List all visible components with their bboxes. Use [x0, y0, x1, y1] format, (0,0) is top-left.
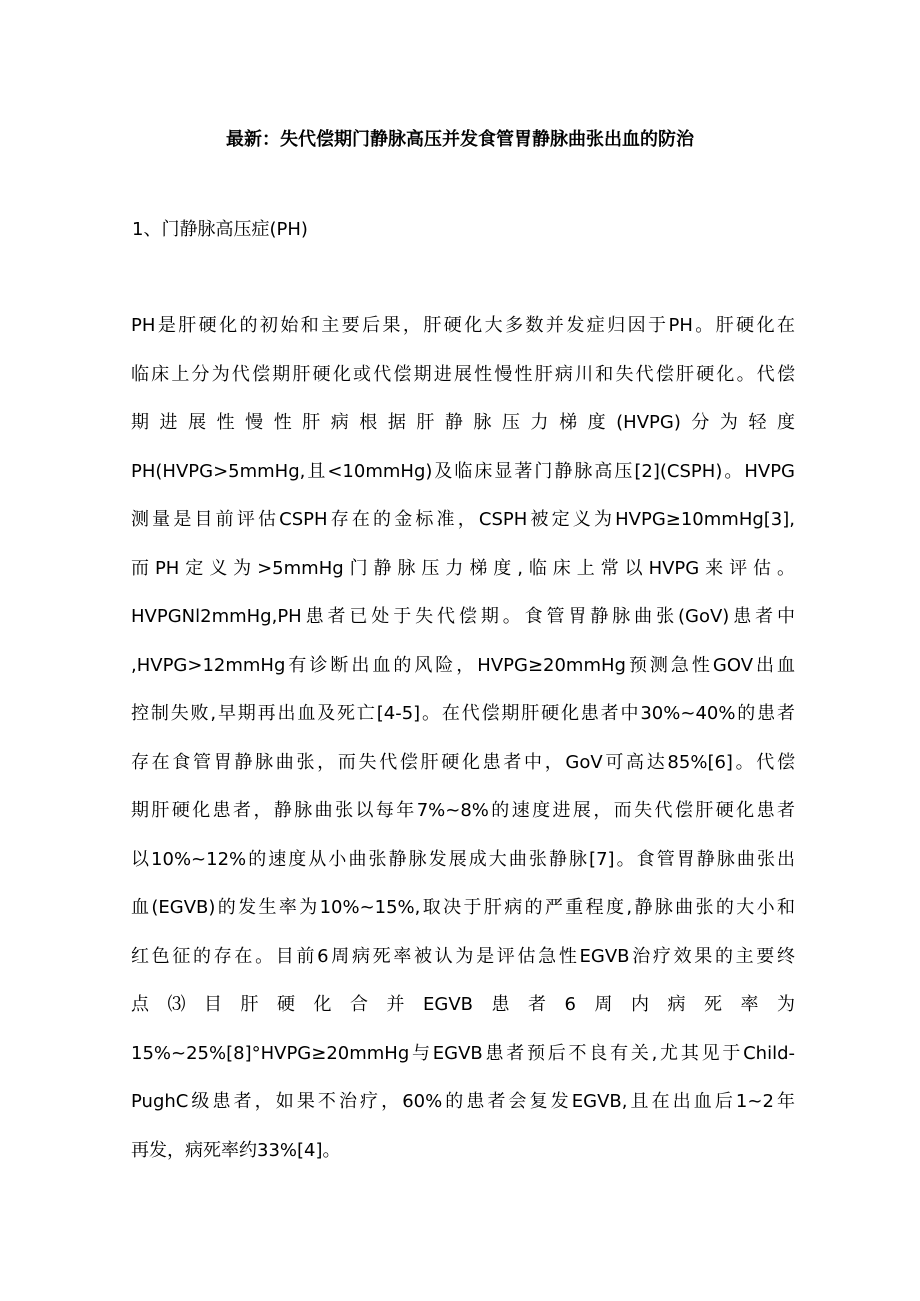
paragraph-line: 存在食管胃静脉曲张，而失代偿肝硬化患者中，GoV可高达85%[6]。代偿 — [131, 751, 795, 773]
paragraph-line: PH(HVPG>5mmHg,且<10mmHg)及临床显著门静脉高压[2](CSPH)。HVPG — [131, 460, 795, 482]
paragraph-line: 控制失败,早期再出血及死亡[4-5]。在代偿期肝硬化患者中30%~40%的患者 — [131, 703, 795, 724]
paragraph-line: 15%~25%[8]°HVPG≥20mmHg与EGVB患者预后不良有关,尤其见于Child- — [131, 1042, 795, 1064]
paragraph-line: 而PH定义为>5mmHg门静脉压力梯度,临床上常以HVPG来评估。 — [131, 557, 795, 579]
paragraph-line: 测量是目前评估CSPH存在的金标准，CSPH被定义为HVPG≥10mmHg[3], — [131, 509, 795, 530]
paragraph-line: PH是肝硬化的初始和主要后果，肝硬化大多数并发症归因于PH。肝硬化在 — [131, 315, 795, 336]
body-paragraph — [131, 310, 795, 1183]
paragraph-line: 再发，病死率约33%[4]。 — [131, 1139, 341, 1161]
document-title: 最新：失代偿期门静脉高压并发食管胃静脉曲张出血的防治 — [226, 129, 694, 150]
paragraph-line: HVPGNl2mmHg,PH患者已处于失代偿期。食管胃静脉曲张(GoV)患者中 — [131, 606, 795, 627]
paragraph-line: 期进展性慢性肝病根据肝静脉压力梯度(HVPG)分为轻度 — [131, 412, 795, 433]
paragraph-line: 红色征的存在。目前6周病死率被认为是评估急性EGVB治疗效果的主要终 — [131, 945, 795, 967]
paragraph-line: 临床上分为代偿期肝硬化或代偿期进展性慢性肝病川和失代偿肝硬化。代偿 — [131, 363, 795, 385]
section-heading: 1、门静脉高压症(PH) — [132, 219, 308, 240]
paragraph-line: ,HVPG>12mmHg有诊断出血的风险，HVPG≥20mmHg预测急性GOV出血 — [131, 654, 795, 676]
paragraph-line: PughC级患者，如果不治疗，60%的患者会复发EGVB,且在出血后1~2年 — [131, 1091, 795, 1112]
paragraph-line: 期肝硬化患者，静脉曲张以每年7%~8%的速度进展，而失代偿肝硬化患者 — [131, 800, 795, 821]
paragraph-line: 以10%~12%的速度从小曲张静脉发展成大曲张静脉[7]。食管胃静脉曲张出 — [131, 848, 795, 870]
paragraph-line: 血(EGVB)的发生率为10%~15%,取决于肝病的严重程度,静脉曲张的大小和 — [131, 897, 795, 918]
paragraph-line: 点⑶目肝硬化合并EGVB患者6周内病死率为 — [131, 994, 795, 1015]
